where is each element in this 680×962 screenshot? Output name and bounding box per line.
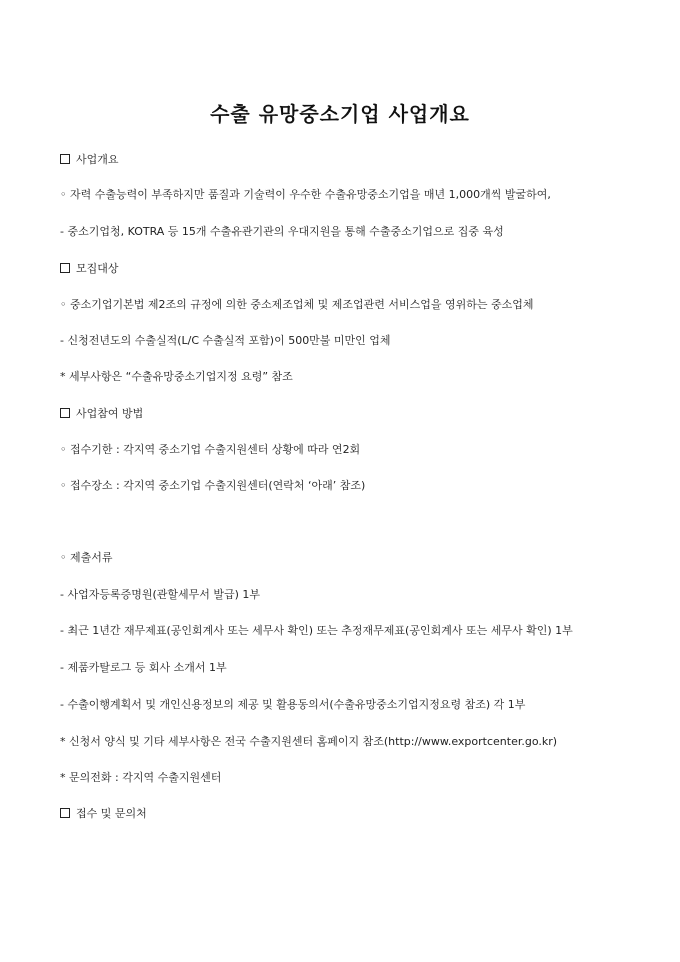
text-line: - 수출이행계획서 및 개인신용정보의 제공 및 활용동의서(수출유망중소기업지정요령 참조) 각 1부 bbox=[60, 698, 526, 711]
text-line: ◦ 제출서류 bbox=[60, 551, 113, 564]
document-title: 수출 유망중소기업 사업개요 bbox=[210, 102, 470, 126]
checkbox-square-icon bbox=[60, 154, 70, 164]
text-line: - 신청전년도의 수출실적(L/C 수출실적 포함)이 500만불 미만인 업체 bbox=[60, 334, 391, 347]
text-line: ◦ 접수기한 : 각지역 중소기업 수출지원센터 상황에 따라 연2회 bbox=[60, 443, 361, 456]
text-line: ◦ 접수장소 : 각지역 중소기업 수출지원센터(연락처 ‘아래’ 참조) bbox=[60, 479, 366, 492]
note-line: * 신청서 양식 및 기타 세부사항은 전국 수출지원센터 홈페이지 참조(http://www.exportcenter.go.kr) bbox=[60, 735, 558, 748]
note-line: * 세부사항은 “수출유망중소기업지정 요령” 참조 bbox=[60, 370, 293, 383]
section-heading-eligibility: 모집대상 bbox=[60, 261, 630, 276]
text-line: ◦ 중소기업기본법 제2조의 규정에 의한 중소제조업체 및 제조업관련 서비스업을 영위하는 중소업체 bbox=[60, 298, 534, 311]
text-line: - 중소기업청, KOTRA 등 15개 수출유관기관의 우대지원을 통해 수출중소기업으로 집중 육성 bbox=[60, 225, 504, 238]
section-heading-participation: 사업참여 방법 bbox=[60, 406, 630, 421]
checkbox-square-icon bbox=[60, 408, 70, 418]
section-heading-contact: 접수 및 문의처 bbox=[60, 806, 630, 821]
text-line: - 최근 1년간 재무제표(공인회계사 또는 세무사 확인) 또는 추정재무제표(공인회계사 또는 세무사 확인) 1부 bbox=[60, 624, 573, 637]
text-line: - 사업자등록증명원(관할세무서 발급) 1부 bbox=[60, 588, 261, 601]
text-line: - 제품카탈로그 등 회사 소개서 1부 bbox=[60, 661, 227, 674]
checkbox-square-icon bbox=[60, 263, 70, 273]
text-line: ◦ 자력 수출능력이 부족하지만 품질과 기술력이 우수한 수출유망중소기업을 매년 1,000개씩 발굴하여, bbox=[60, 188, 551, 201]
section-heading-business-overview: 사업개요 bbox=[60, 152, 630, 167]
checkbox-square-icon bbox=[60, 808, 70, 818]
note-line: * 문의전화 : 각지역 수출지원센터 bbox=[60, 771, 222, 784]
